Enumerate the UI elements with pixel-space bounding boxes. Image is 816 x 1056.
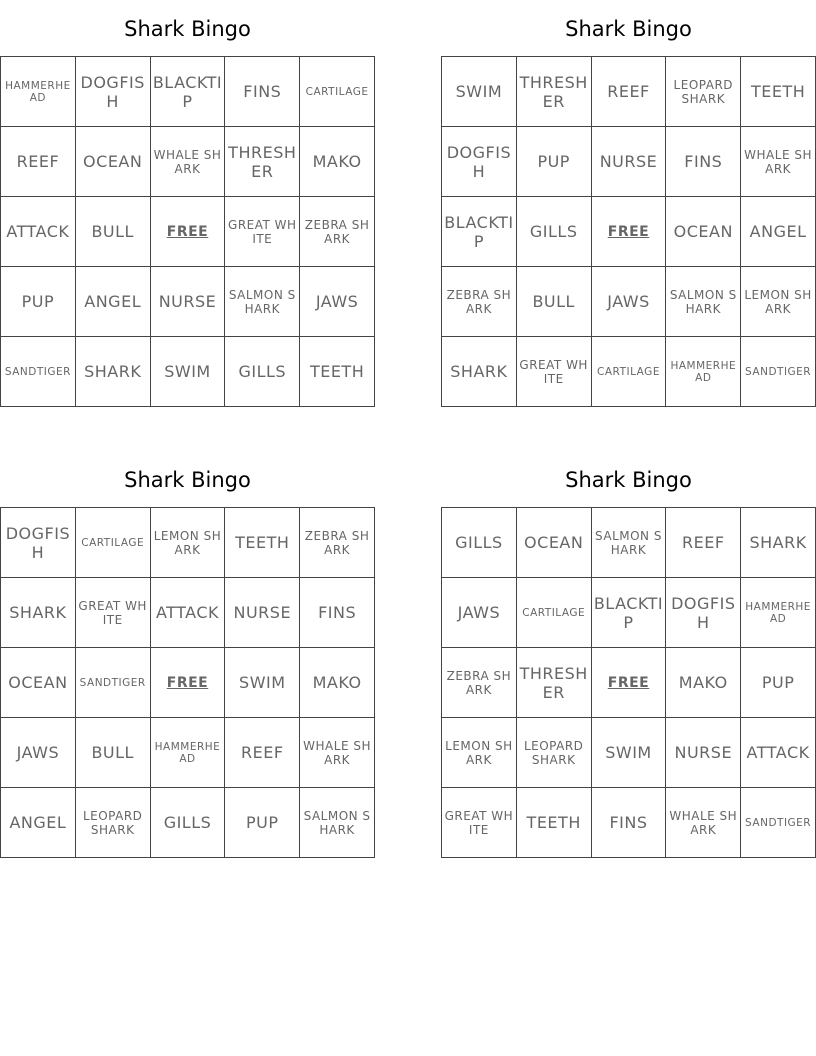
bingo-cell: HAMMERHEAD [151, 718, 226, 788]
bingo-cell: GREAT WHITE [442, 788, 517, 858]
bingo-cell: LEOPARD SHARK [76, 788, 151, 858]
free-space-cell: FREE [151, 197, 226, 267]
bingo-cell: MAKO [666, 648, 741, 718]
bingo-cell: SHARK [741, 508, 816, 578]
bingo-cell: GILLS [225, 337, 300, 407]
bingo-cell: OCEAN [666, 197, 741, 267]
free-space-cell: FREE [592, 197, 667, 267]
bingo-cell: SHARK [1, 578, 76, 648]
bingo-cell: SANDTIGER [76, 648, 151, 718]
bingo-cell: REEF [666, 508, 741, 578]
bingo-cell: THRESHER [517, 648, 592, 718]
bingo-cell: HAMMERHEAD [741, 578, 816, 648]
bingo-cell: HAMMERHEAD [1, 57, 76, 127]
bingo-cell: CARTILAGE [592, 337, 667, 407]
bingo-cell: BLACKTIP [151, 57, 226, 127]
bingo-card-3 [0, 463, 375, 858]
bingo-cell: DOGFISH [76, 57, 151, 127]
bingo-cell: WHALE SHARK [300, 718, 375, 788]
bingo-cell: ATTACK [741, 718, 816, 788]
bingo-cell: GILLS [517, 197, 592, 267]
bingo-cell: PUP [741, 648, 816, 718]
bingo-cell: CARTILAGE [300, 57, 375, 127]
card-title: Shark Bingo [565, 468, 692, 492]
bingo-cell: NURSE [592, 127, 667, 197]
bingo-cell: PUP [1, 267, 76, 337]
bingo-cell: TEETH [225, 508, 300, 578]
bingo-cell: JAWS [1, 718, 76, 788]
bingo-cell: NURSE [666, 718, 741, 788]
bingo-cell: LEMON SHARK [151, 508, 226, 578]
bingo-cell: JAWS [592, 267, 667, 337]
bingo-card-2 [441, 12, 816, 407]
card-title: Shark Bingo [565, 17, 692, 41]
bingo-cell: GREAT WHITE [517, 337, 592, 407]
bingo-cell: ZEBRA SHARK [442, 267, 517, 337]
bingo-cell: SANDTIGER [741, 788, 816, 858]
bingo-cell: ATTACK [151, 578, 226, 648]
bingo-cell: SWIM [442, 57, 517, 127]
bingo-cell: ZEBRA SHARK [300, 197, 375, 267]
bingo-cell: SALMON SHARK [225, 267, 300, 337]
bingo-cell: SALMON SHARK [666, 267, 741, 337]
bingo-cell: GREAT WHITE [76, 578, 151, 648]
bingo-cell: TEETH [300, 337, 375, 407]
bingo-cell: THRESHER [517, 57, 592, 127]
bingo-cell: SHARK [76, 337, 151, 407]
bingo-cell: THRESHER [225, 127, 300, 197]
bingo-cell: JAWS [442, 578, 517, 648]
bingo-cell: REEF [592, 57, 667, 127]
bingo-cell: CARTILAGE [517, 578, 592, 648]
bingo-cell: BLACKTIP [592, 578, 667, 648]
bingo-cell: ANGEL [1, 788, 76, 858]
bingo-cell: DOGFISH [666, 578, 741, 648]
bingo-cell: WHALE SHARK [741, 127, 816, 197]
bingo-cell: PUP [225, 788, 300, 858]
bingo-cell: GILLS [442, 508, 517, 578]
bingo-cell: BULL [76, 718, 151, 788]
bingo-cell: ZEBRA SHARK [442, 648, 517, 718]
bingo-cell: SALMON SHARK [300, 788, 375, 858]
bingo-grid [0, 56, 375, 407]
bingo-cell: OCEAN [1, 648, 76, 718]
bingo-cell: DOGFISH [442, 127, 517, 197]
card-title: Shark Bingo [124, 468, 251, 492]
bingo-cell: GREAT WHITE [225, 197, 300, 267]
card-title: Shark Bingo [124, 17, 251, 41]
bingo-cell: ANGEL [76, 267, 151, 337]
bingo-cell: ZEBRA SHARK [300, 508, 375, 578]
bingo-cell: WHALE SHARK [666, 788, 741, 858]
bingo-cell: FINS [225, 57, 300, 127]
bingo-cell: GILLS [151, 788, 226, 858]
bingo-cell: FINS [300, 578, 375, 648]
bingo-cell: LEMON SHARK [442, 718, 517, 788]
bingo-cell: SWIM [592, 718, 667, 788]
free-space-cell: FREE [151, 648, 226, 718]
free-space-cell: FREE [592, 648, 667, 718]
bingo-cell: HAMMERHEAD [666, 337, 741, 407]
bingo-cell: ANGEL [741, 197, 816, 267]
bingo-cell: SWIM [225, 648, 300, 718]
bingo-cell: OCEAN [76, 127, 151, 197]
bingo-cell: BLACKTIP [442, 197, 517, 267]
bingo-cell: NURSE [225, 578, 300, 648]
bingo-cell: PUP [517, 127, 592, 197]
bingo-cell: CARTILAGE [76, 508, 151, 578]
bingo-cell: TEETH [517, 788, 592, 858]
bingo-cell: FINS [666, 127, 741, 197]
bingo-cell: OCEAN [517, 508, 592, 578]
bingo-cell: SANDTIGER [741, 337, 816, 407]
bingo-cell: MAKO [300, 648, 375, 718]
bingo-cell: SANDTIGER [1, 337, 76, 407]
bingo-cell: REEF [225, 718, 300, 788]
bingo-grid [441, 507, 816, 858]
bingo-cell: BULL [517, 267, 592, 337]
bingo-cell: MAKO [300, 127, 375, 197]
bingo-card-1 [0, 12, 375, 407]
bingo-cell: ATTACK [1, 197, 76, 267]
bingo-grid [0, 507, 375, 858]
bingo-cell: BULL [76, 197, 151, 267]
bingo-cell: NURSE [151, 267, 226, 337]
bingo-cell: SWIM [151, 337, 226, 407]
bingo-cell: DOGFISH [1, 508, 76, 578]
bingo-cell: TEETH [741, 57, 816, 127]
bingo-card-4 [441, 463, 816, 858]
bingo-cell: LEOPARD SHARK [517, 718, 592, 788]
bingo-cell: SHARK [442, 337, 517, 407]
bingo-cell: JAWS [300, 267, 375, 337]
bingo-grid [441, 56, 816, 407]
bingo-cell: LEMON SHARK [741, 267, 816, 337]
bingo-cell: REEF [1, 127, 76, 197]
bingo-cell: SALMON SHARK [592, 508, 667, 578]
bingo-cell: WHALE SHARK [151, 127, 226, 197]
bingo-cell: FINS [592, 788, 667, 858]
bingo-cell: LEOPARD SHARK [666, 57, 741, 127]
